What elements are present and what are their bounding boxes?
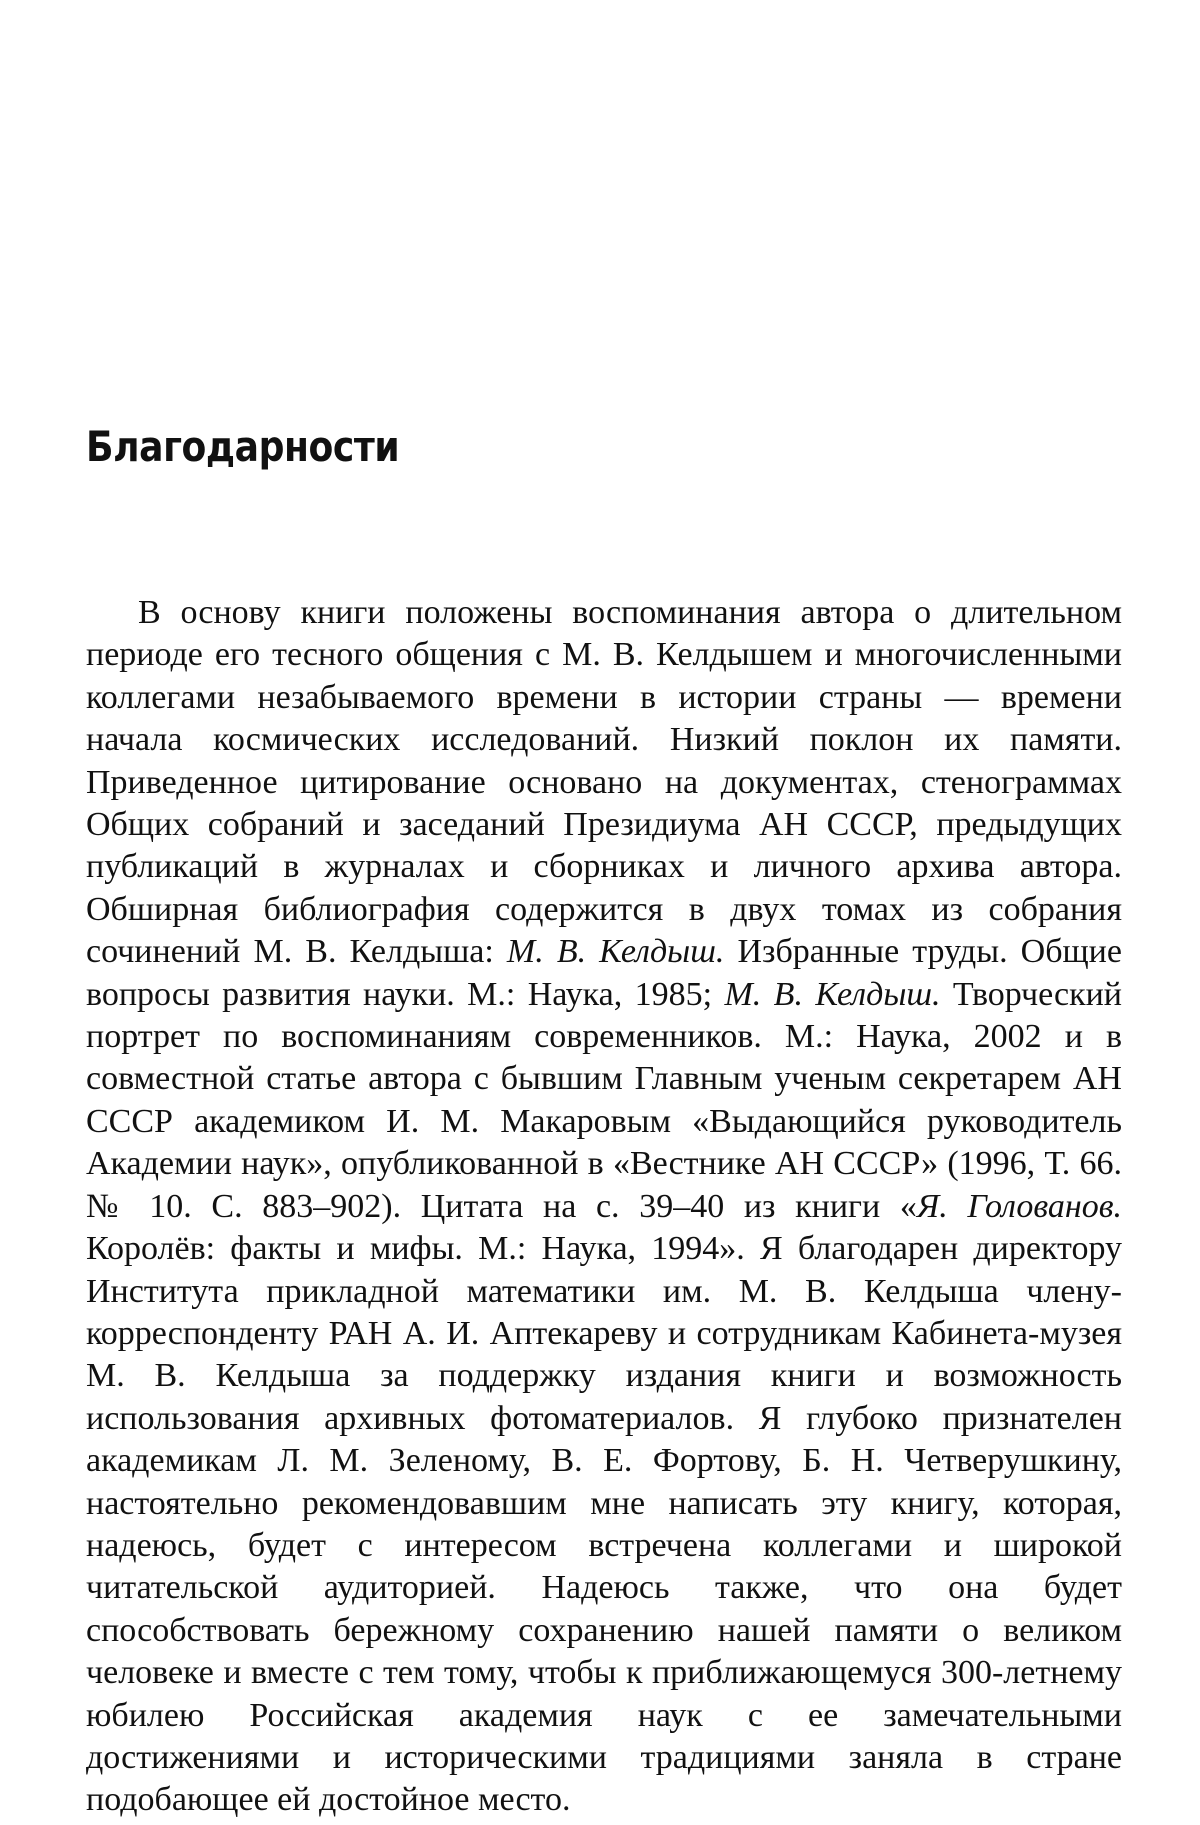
italic-citation: М. В. Келдыш. — [724, 975, 941, 1013]
acknowledgements-paragraph — [86, 592, 1122, 1822]
paragraph-text: В основу книги положены воспоминания автора о длительном периоде его тесного общения с М. В. Келдышем и многочисленными коллегами незабываемого времени в истории страны — времени начала космических исследований. Низкий поклон их памяти. Приведенное цитирование основано на документах, стенограммах Общих собраний и заседаний Президиума АН СССР, предыдущих публикаций в журналах и сборниках и личного архива автора. Обширная библиография содержится в двух томах из собрания сочинений М. В. Келдыша: — [86, 594, 1122, 971]
paragraph-text: Творческий портрет по воспоминаниям современников. М.: Наука, 2002 и в совместной статье автора с бывшим Главным ученым секретарем АН СССР академиком И. М. Макаровым «Выдающийся руководитель Академии наук», опубликованной в «Вестнике АН СССР» (1996, Т. 66. № 10. С. 883–902). Цитата на с. 39–40 из книги « — [86, 975, 1123, 1225]
italic-citation: М. В. Келдыш. — [506, 933, 725, 971]
paragraph-text: Избранные труды. Общие вопросы развития науки. М.: Наука, 1985; — [86, 933, 1122, 1013]
paragraph-text: Королёв: факты и мифы. М.: Наука, 1994». Я благодарен директору Института прикладной математики им. М. В. Келдыша члену-корреспонденту РАН А. И. Аптекареву и сотрудникам Кабинета-музея М. В. Келдыша за поддержку издания книги и возможность использования архивных фотоматериалов. Я глубоко признателен академикам Л. М. Зеленому, В. Е. Фортову, Б. Н. Четверушкину, настоятельно рекомендовавшим мне написать эту книгу, которая, надеюсь, будет с интересом встречена коллегами и широкой читательской аудиторией. Надеюсь также, что она будет способствовать бережному сохранению нашей памяти о великом человеке и вместе с тем тому, чтобы к приближающемуся 300-летнему юбилею Российская академия наук с ее замечательными достижениями и историческими традициями заняла в стране подобающее ей достойное место. — [86, 1230, 1122, 1819]
italic-citation: Я. Голованов. — [916, 1187, 1122, 1225]
section-heading: Благодарности — [86, 422, 400, 471]
